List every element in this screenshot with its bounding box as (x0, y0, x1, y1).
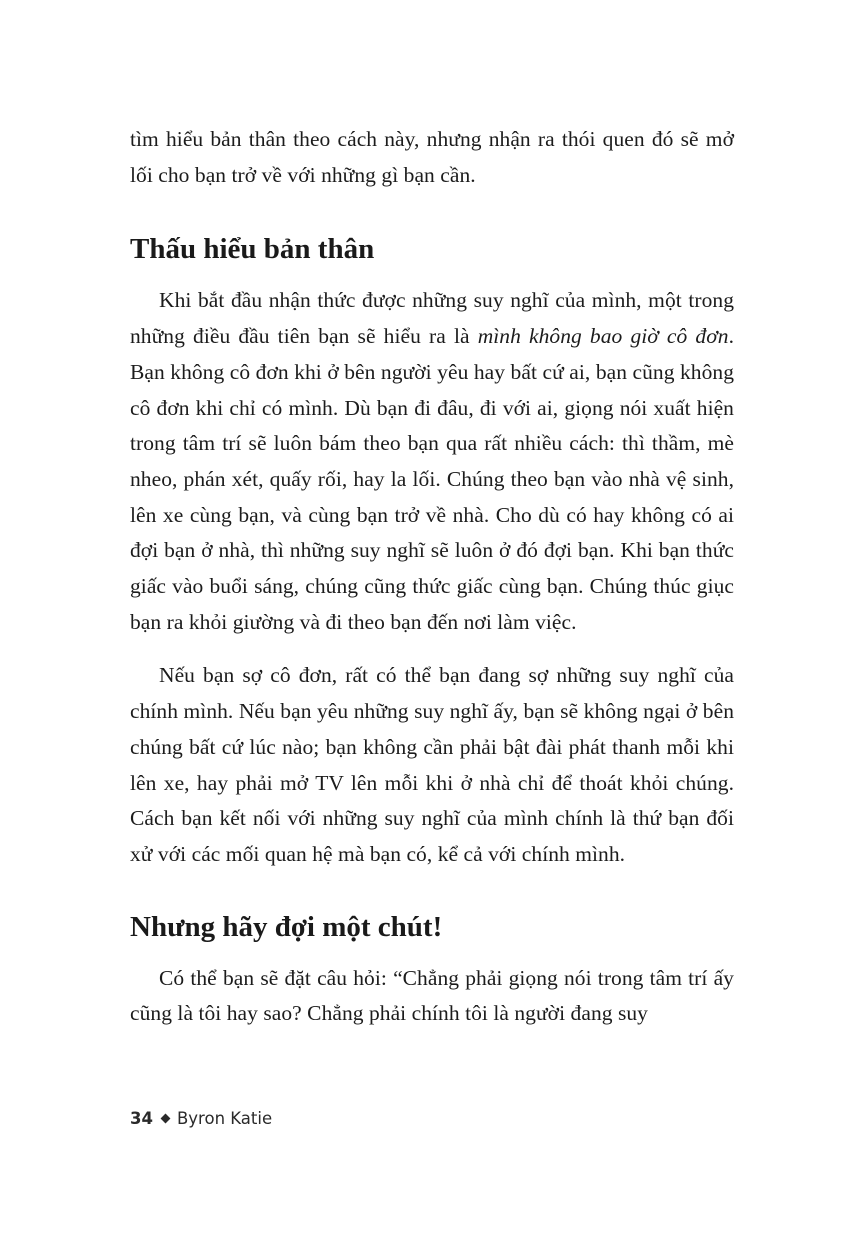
page-body (130, 122, 734, 1032)
paragraph-never-alone (130, 283, 734, 640)
paragraph-fear-of-loneliness: Nếu bạn sợ cô đơn, rất có thể bạn đang sợ những suy nghĩ của chính mình. Nếu bạn yêu những suy nghĩ ấy, bạn sẽ không ngại ở bên chúng bất cứ lúc nào; bạn không cần phải bật đài phát thanh mỗi khi lên xe, hay phải mở TV lên mỗi khi ở nhà chỉ để thoát khỏi chúng. Cách bạn kết nối với những suy nghĩ của mình chính là thứ bạn đối xử với các mối quan hệ mà bạn có, kể cả với chính mình. (130, 663, 734, 866)
paragraph-intro-continuation: tìm hiểu bản thân theo cách này, nhưng nhận ra thói quen đó sẽ mở lối cho bạn trở về với những gì bạn cần. (130, 127, 734, 187)
section-heading-self-understanding: Thấu hiểu bản thân (130, 233, 375, 266)
paragraph-text: Khi bắt đầu nhận thức được những suy nghĩ của mình, một trong những điều đầu tiên bạn sẽ hiểu ra là (130, 288, 734, 349)
section-heading-wait-a-moment: Nhưng hãy đợi một chút! (130, 910, 443, 943)
diamond-separator-icon (161, 1114, 171, 1124)
paragraph-text: . Bạn không cô đơn khi ở bên người yêu hay bất cứ ai, bạn cũng không cô đơn khi chỉ có mình. Dù bạn đi đâu, đi với ai, giọng nói xuất hiện trong tâm trí sẽ luôn bám theo bạn qua rất nhiều cách: thì thầm, mè nheo, phán xét, quấy rối, hay la lối. Chúng theo bạn vào nhà vệ sinh, lên xe cùng bạn, và cùng bạn trở về nhà. Cho dù có hay không có ai đợi bạn ở nhà, thì những suy nghĩ sẽ luôn ở đó đợi bạn. Khi bạn thức giấc vào buổi sáng, chúng cũng thức giấc cùng bạn. Chúng thúc giục bạn ra khỏi giường và đi theo bạn đến nơi làm việc. (130, 324, 734, 634)
page-number: 34 (130, 1109, 153, 1128)
paragraph-question: Có thể bạn sẽ đặt câu hỏi: “Chẳng phải giọng nói trong tâm trí ấy cũng là tôi hay sao? Chẳng phải chính tôi là người đang suy (130, 965, 734, 1026)
author-name: Byron Katie (176, 1109, 273, 1128)
emphasis-text: mình không bao giờ cô đơn (477, 324, 729, 349)
page-footer (130, 1109, 272, 1128)
